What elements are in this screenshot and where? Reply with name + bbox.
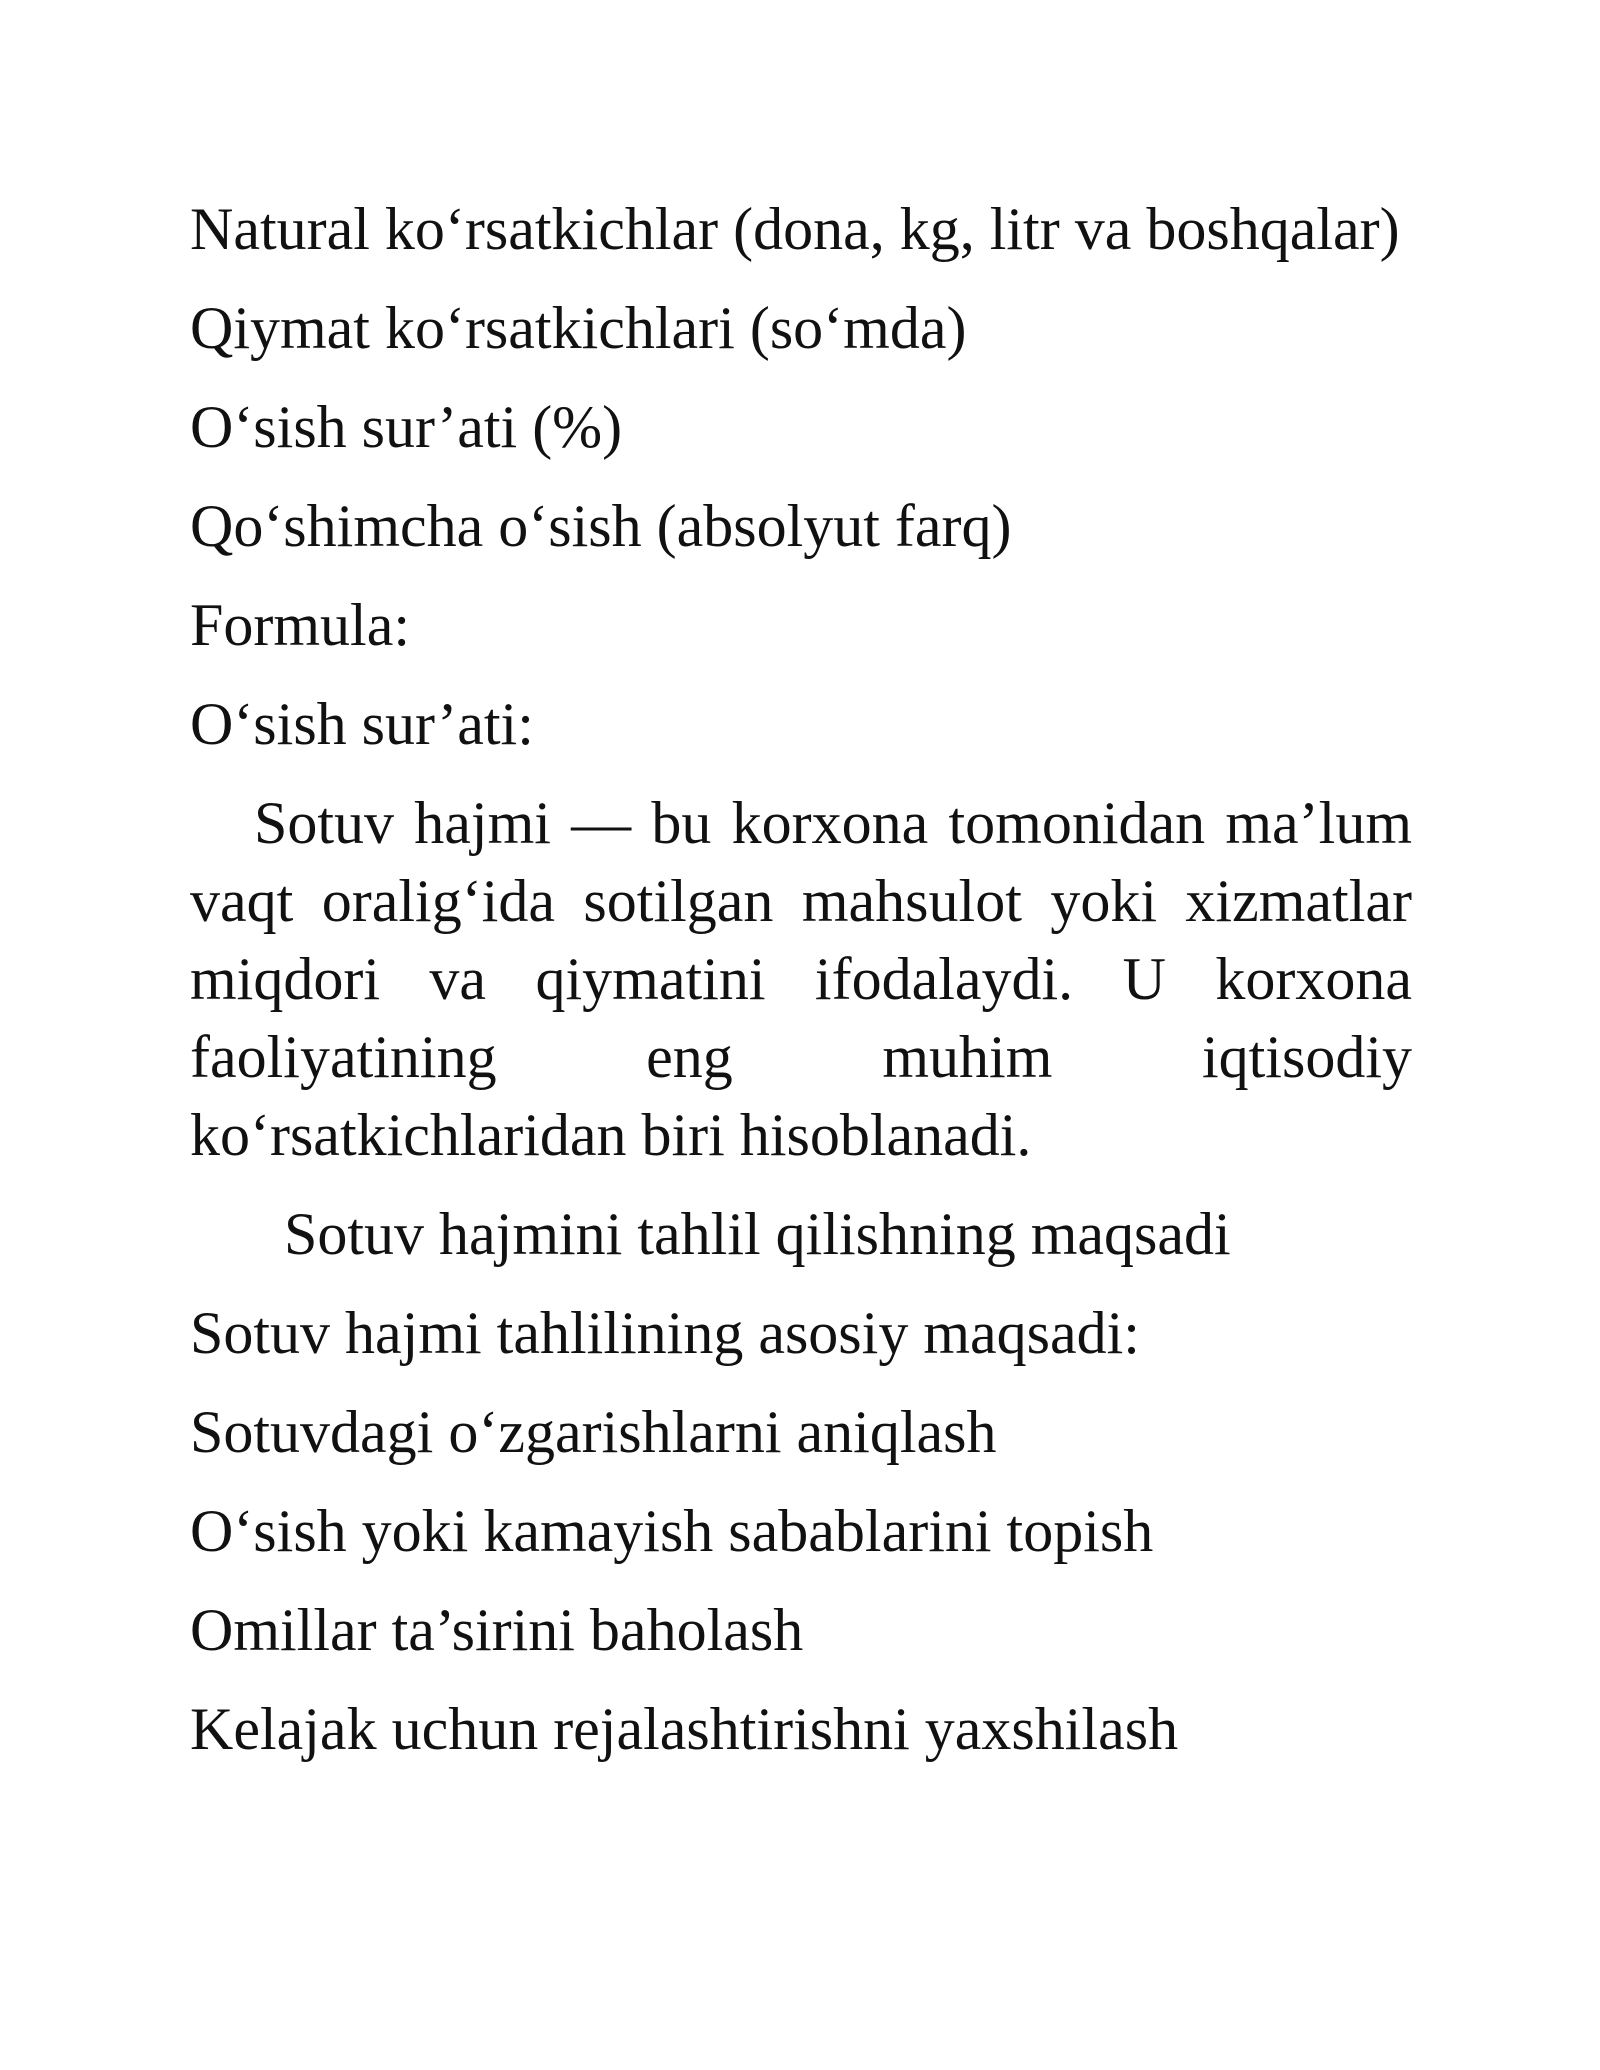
list-item-improve-planning: Kelajak uchun rejalashtirishni yaxshilash (190, 1696, 1179, 1762)
document-page (190, 190, 1412, 1789)
main-goal-intro: Sotuv hajmi tahlilining asosiy maqsadi: (190, 1300, 1140, 1366)
list-item-identify-changes: Sotuvdagi o‘zgarishlarni aniqlash (190, 1399, 997, 1465)
list-item-assess-factors: Omillar ta’sirini baholash (190, 1597, 804, 1663)
list-item-value-indicators: Qiymat ko‘rsatkichlari (so‘mda) (190, 295, 967, 361)
list-item-growth-rate: O‘sish sur’ati (%) (190, 394, 623, 460)
list-item-additional-growth: Qo‘shimcha o‘sish (absolyut farq) (190, 493, 1012, 559)
growth-rate-label: O‘sish sur’ati: (190, 691, 534, 757)
formula-label: Formula: (190, 592, 410, 658)
sales-volume-definition: Sotuv hajmi — bu korxona tomonidan ma’lum vaqt oralig‘ida sotilgan mahsulot yoki xizmatlar miqdori va qiymatini ifodalaydi. U korxona faoliyatining eng muhim iqtisodiy ko‘rsatkichlaridan biri hisoblanadi. (190, 790, 1412, 1168)
list-item-find-causes: O‘sish yoki kamayish sabablarini topish (190, 1498, 1154, 1564)
section-heading: Sotuv hajmini tahlil qilishning maqsadi (284, 1201, 1231, 1267)
list-item-natural-indicators: Natural ko‘rsatkichlar (dona, kg, litr va boshqalar) (190, 196, 1400, 262)
